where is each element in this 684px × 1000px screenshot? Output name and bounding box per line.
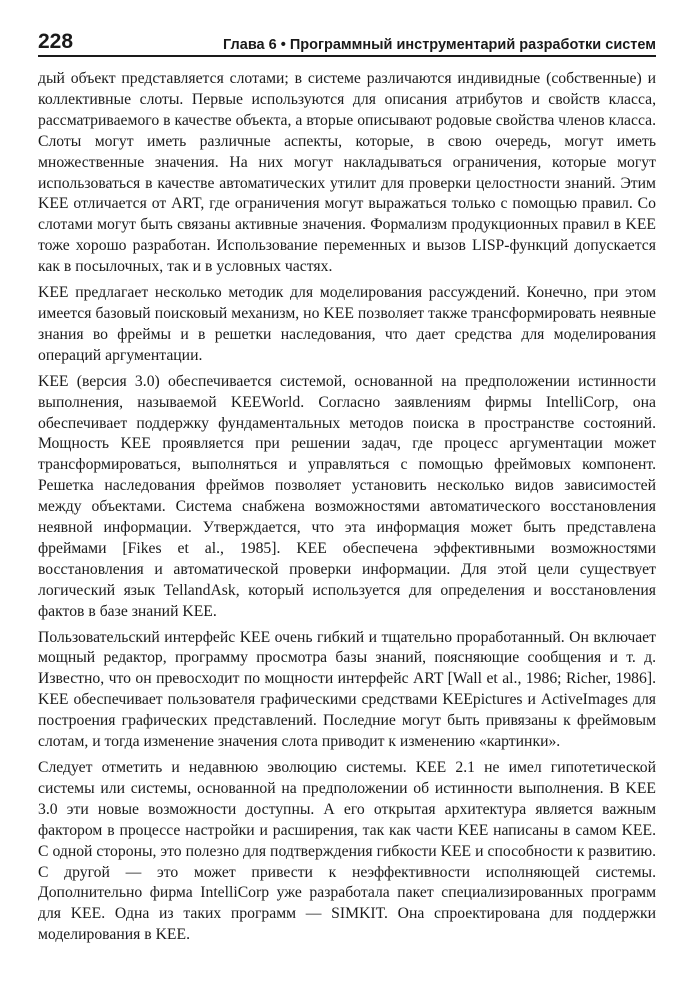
- page-header: [38, 26, 656, 52]
- paragraph: дый объект представляется слотами; в системе различаются индивидные (собственные) и коллективные слоты. Первые используются для описания атрибутов и свойств класса, рассматриваемого в качестве объекта, а вторые описывают родовые свойства членов класса. Слоты могут иметь различные аспекты, которые, в свою очередь, могут иметь множественные значения. На них могут накладываться ограничения, которые могут использоваться в качестве автоматических утилит для проверки целостности знаний. Этим KEE отличается от ART, где ограничения могут выражаться только с помощью правил. Со слотами могут быть связаны активные значения. Формализм продукционных правил в KEE тоже хорошо разработан. Использование переменных и вызов LISP-функций допускается как в посылочных, так и в условных частях.: [38, 70, 656, 276]
- running-title: Глава 6 • Программный инструментарий разработки систем: [223, 36, 656, 53]
- paragraph: Следует отметить и недавнюю эволюцию системы. KEE 2.1 не имел гипотетической системы или системы, основанной на предположении об истинности выполнения. В KEE 3.0 эти новые возможности доступны. А его открытая архитектура является важным фактором в процессе настройки и расширения, так как части KEE написаны в самом KEE. С одной стороны, это полезно для подтверждения гибкости KEE и способности к развитию. С другой — это может привести к неэффективности исполняющей системы. Дополнительно фирма IntelliCorp уже разработала пакет специализированных программ для KEE. Одна из таких программ — SIMKIT. Она спроектирована для поддержки моделирования в KEE.: [38, 759, 656, 944]
- page-number: 228: [38, 30, 74, 53]
- paragraph: KEE (версия 3.0) обеспечивается системой, основанной на предположении истинности выполнения, называемой KEEWorld. Согласно заявлениям фирмы IntelliCorp, она обеспечивает поддержку фундаментальных методов поиска в пространстве состояний. Мощность KEE проявляется при решении задач, где процесс аргументации может трансформироваться, выполняться и управляться с помощью фреймовых компонент. Решетка наследования фреймов позволяет установить несколько видов зависимостей между объектами. Система снабжена возможностями автоматического восстановления неявной информации. Утверждается, что эта информация может быть представлена фреймами [Fikes et al., 1985]. KEE обеспечена эффективными возможностями восстановления и автоматической проверки информации. Для этой цели существует логический язык TellandAsk, который используется для определения и восстановления фактов в базе знаний KEE.: [38, 372, 656, 620]
- paragraph: KEE предлагает несколько методик для моделирования рассуждений. Конечно, при этом имеется базовый поисковый механизм, но KEE позволяет также трансформировать неявные знания во фреймы и в решетки наследования, что дает средства для моделирования операций аргументации.: [38, 284, 656, 364]
- paragraph: Пользовательский интерфейс KEE очень гибкий и тщательно проработанный. Он включает мощный редактор, программу просмотра базы знаний, поясняющие сообщения и т. д. Известно, что он превосходит по мощности интерфейс ART [Wall et al., 1986; Richer, 1986]. KEE обеспечивает пользователя графическими средствами KEEpictures и ActiveImages для построения графических представлений. Последние могут быть привязаны к фреймовым слотам, и тогда изменение значения слота приводит к изменению «картинки».: [38, 628, 656, 751]
- header-rule: [38, 55, 656, 57]
- body-text: [38, 69, 656, 951]
